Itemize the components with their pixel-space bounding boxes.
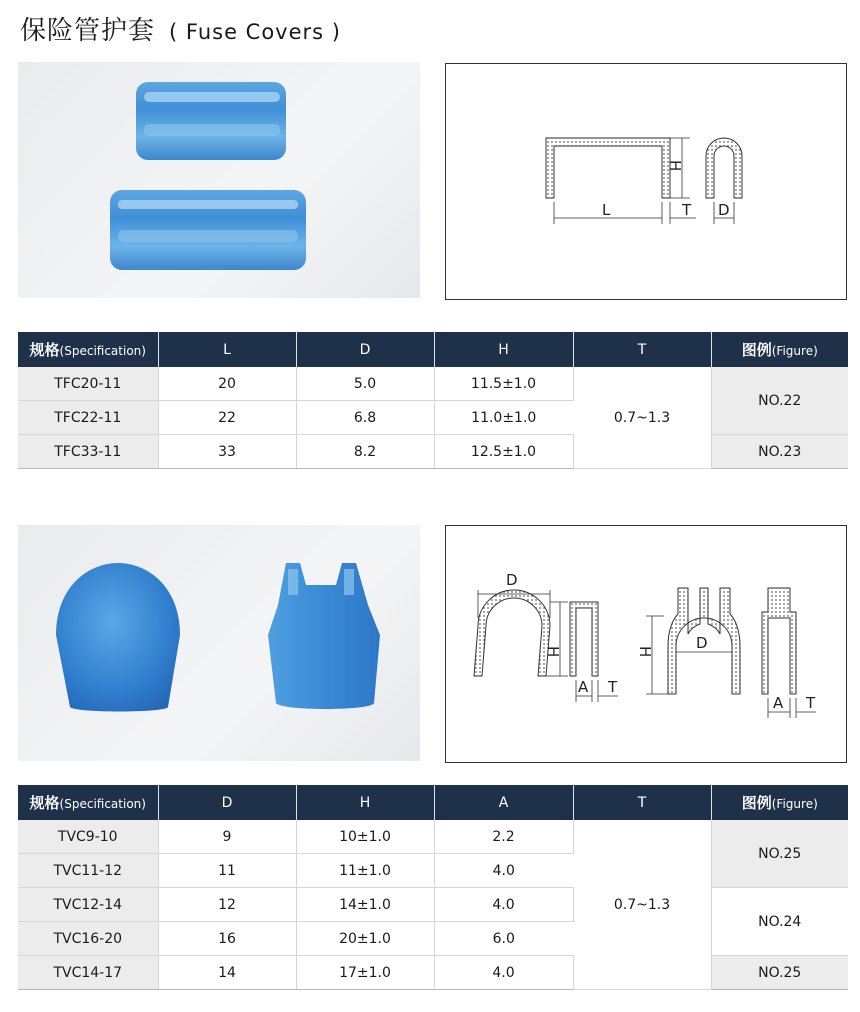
table-row (18, 888, 848, 922)
round-cover-front-outline (474, 590, 550, 676)
cell-spec: TVC12-14 (18, 888, 158, 922)
cell-spec: TVC9-10 (18, 820, 158, 854)
cell-h: 17±1.0 (296, 956, 434, 990)
header-a: A (434, 785, 573, 820)
dim-label-l: L (602, 201, 611, 219)
dim-label-t: T (682, 201, 692, 219)
header-t: T (573, 785, 711, 820)
split-cover-side-outline (762, 588, 796, 694)
cell-h: 11.5±1.0 (434, 367, 573, 401)
dim-label-d: D (718, 201, 730, 219)
dim-label-d2: D (696, 634, 708, 652)
cell-l: 20 (158, 367, 296, 401)
cell-a: 2.2 (434, 820, 573, 854)
header-figure: 图例(Figure) (711, 332, 848, 367)
page-title (20, 10, 341, 47)
cell-spec: TVC11-12 (18, 854, 158, 888)
cover-side-outline (546, 138, 670, 198)
product-photo-tfc (18, 62, 420, 298)
header-d: D (296, 332, 434, 367)
product-photo-tvc (18, 525, 420, 761)
cell-d: 14 (158, 956, 296, 990)
dim-label-a2: A (773, 694, 784, 712)
table-header-row (18, 332, 848, 367)
diagram-tvc (445, 525, 847, 763)
cell-h: 10±1.0 (296, 820, 434, 854)
header-specification: 规格(Specification) (18, 785, 158, 820)
cell-a: 4.0 (434, 854, 573, 888)
cell-t: 0.7~1.3 (573, 820, 711, 990)
table-row (18, 820, 848, 854)
dim-label-h2: H (636, 646, 654, 658)
header-figure: 图例(Figure) (711, 785, 848, 820)
table-row (18, 367, 848, 401)
cell-t: 0.7~1.3 (573, 367, 711, 469)
header-d: D (158, 785, 296, 820)
round-cover-shape (56, 563, 180, 712)
cell-a: 6.0 (434, 922, 573, 956)
cell-d: 11 (158, 854, 296, 888)
spec-table-tfc (18, 332, 848, 469)
cell-d: 6.8 (296, 401, 434, 435)
spec-table-tvc (18, 785, 848, 990)
cell-h: 12.5±1.0 (434, 435, 573, 469)
cover-end-outline (706, 138, 742, 198)
cell-l: 22 (158, 401, 296, 435)
dim-label-d: D (506, 571, 518, 589)
cell-d: 12 (158, 888, 296, 922)
dim-label-t2: T (806, 694, 816, 712)
cell-spec: TVC14-17 (18, 956, 158, 990)
round-cover-side-outline (570, 602, 598, 676)
title-english: ( Fuse Covers ) (169, 20, 341, 44)
cell-h: 11±1.0 (296, 854, 434, 888)
cell-figure: NO.25 (711, 956, 848, 990)
cell-a: 4.0 (434, 956, 573, 990)
cell-h: 14±1.0 (296, 888, 434, 922)
header-specification: 规格(Specification) (18, 332, 158, 367)
cell-figure: NO.23 (711, 435, 848, 469)
cell-spec: TFC22-11 (18, 401, 158, 435)
cell-d: 8.2 (296, 435, 434, 469)
dim-label-h: H (666, 160, 684, 172)
header-l: L (158, 332, 296, 367)
cell-d: 16 (158, 922, 296, 956)
cell-figure: NO.25 (711, 820, 848, 888)
dim-label-t: T (608, 678, 618, 696)
header-t: T (573, 332, 711, 367)
fuse-cover-rect-image (18, 62, 420, 298)
cell-d: 9 (158, 820, 296, 854)
split-cover-shape (268, 563, 380, 709)
cell-figure: NO.22 (711, 367, 848, 435)
cell-l: 33 (158, 435, 296, 469)
title-chinese: 保险管护套 (20, 16, 156, 46)
cell-d: 5.0 (296, 367, 434, 401)
cell-spec: TFC20-11 (18, 367, 158, 401)
cell-figure: NO.24 (711, 888, 848, 956)
cell-a: 4.0 (434, 888, 573, 922)
header-h: H (434, 332, 573, 367)
table-row (18, 435, 848, 469)
cell-spec: TFC33-11 (18, 435, 158, 469)
header-h: H (296, 785, 434, 820)
dim-label-a: A (578, 678, 589, 696)
table-row (18, 956, 848, 990)
diagram-tfc (445, 63, 847, 300)
table-header-row (18, 785, 848, 820)
cell-spec: TVC16-20 (18, 922, 158, 956)
fuse-cover-round-image (18, 525, 420, 761)
dim-label-h: H (544, 646, 562, 658)
cell-h: 11.0±1.0 (434, 401, 573, 435)
cell-h: 20±1.0 (296, 922, 434, 956)
